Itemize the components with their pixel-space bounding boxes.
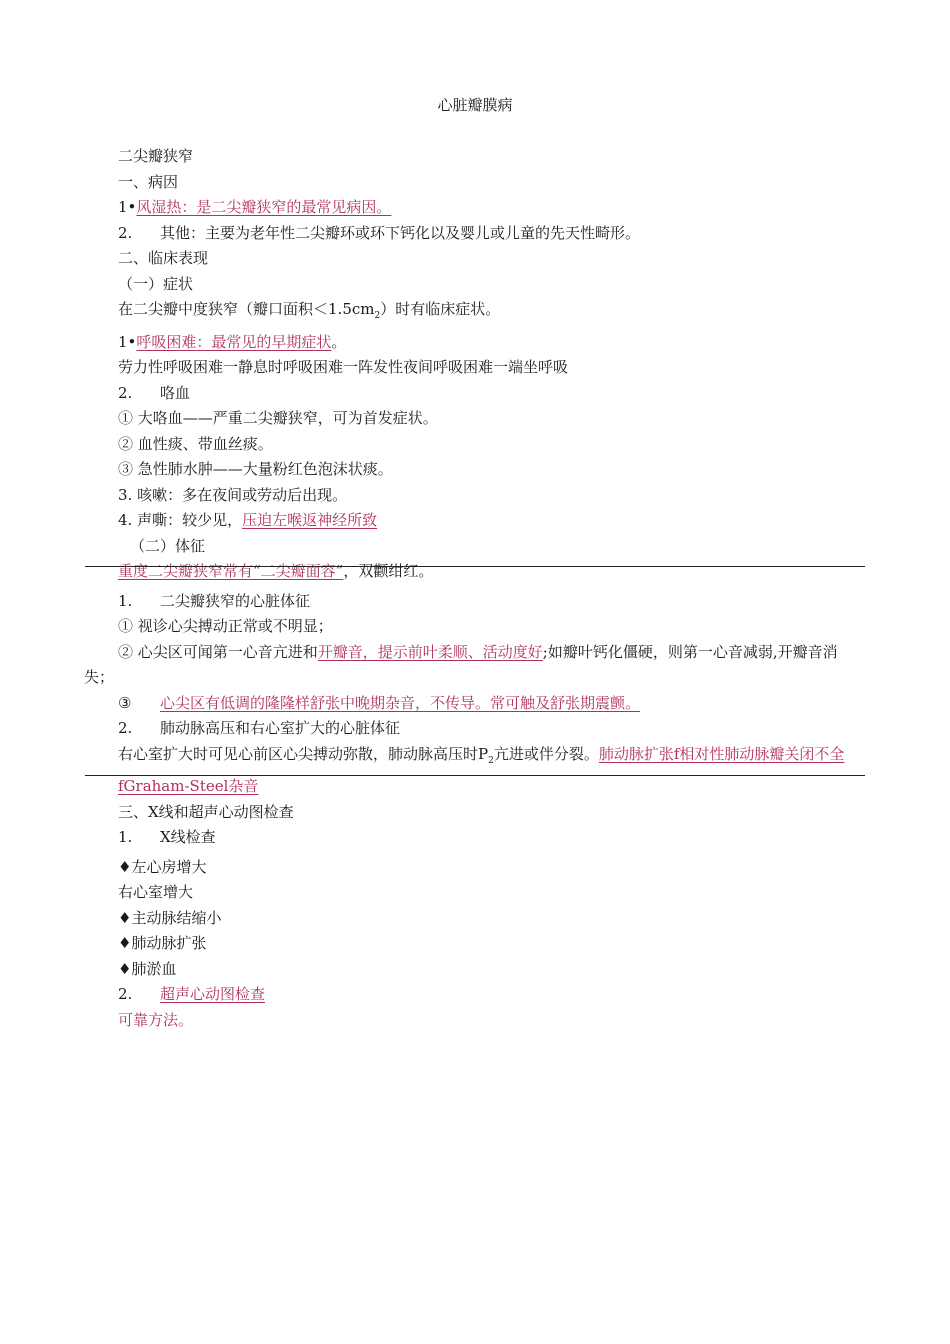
etiology-item-2: 2. 其他：主要为老年性二尖瓣环或环下钙化以及婴儿或儿童的先天性畸形。 [118,223,641,242]
symptom-item-2c: ③ 急性肺水肿——大量粉红色泡沫状痰。 [118,460,393,478]
xray-finding-1: ♦左心房增大 [118,857,207,876]
xray-finding-3: ♦主动脉结缩小 [118,908,222,927]
divider-line [85,775,865,776]
etiology-item-1: 1•风湿热：是二尖瓣狭窄的最常见病因。 [118,198,392,216]
symptoms-intro: 在二尖瓣中度狭窄（瓣口面积$<1.5cm_2$）时有临床症状。 [118,300,501,321]
xray-finding-4: ♦肺动脉扩张 [118,934,207,952]
sign-item-1: 1. 二尖瓣狭窄的心脏体征 [118,591,311,610]
heading-signs: （二）体征 [130,536,206,555]
heading-etiology: 一、病因 [118,172,179,191]
sign-item-1b: ② 心尖区可闻第一心音亢进和开瓣音，提示前叶柔顺、活动度好;如瓣叶钙化僵硬，则第一心音减弱,开瓣音消失； [84,642,838,686]
heading-symptoms: （一）症状 [118,274,194,293]
imaging-note: 可靠方法。 [118,1010,194,1029]
highlight-text: 开瓣音，提示前叶柔顺、活动度好 [317,642,543,661]
highlight-text: 呼吸困难：最常见的早期症状 [136,332,332,351]
symptom-item-2b: ② 血性痰、带血丝痰。 [118,434,273,453]
highlight-text: 超声心动图检查 [160,985,266,1003]
signs-face: 重度二尖瓣狭窄常有“二尖瓣面容”，双颧绀红。 [118,562,434,580]
highlight-text: 重度二尖瓣狭窄常有“二尖瓣面容” [118,562,344,580]
sign-item-2: 2. 肺动脉高压和右心室扩大的心脏体征 [118,719,401,737]
document-body [84,144,858,1033]
symptom-item-2a: ① 大咯血——严重二尖瓣狭窄，可为首发症状。 [118,409,438,427]
sign-item-1c: ③ 心尖区有低调的隆隆样舒张中晚期杂音，不传导。常可触及舒张期震颤。 [118,693,641,712]
xray-finding-5: ♦肺淤血 [118,959,177,978]
section-heading: 二尖瓣狭窄 [118,147,194,165]
imaging-item-1: 1. X线检查 [118,828,216,846]
symptom-item-3: 3. 咳嗽：多在夜间或劳动后出现。 [118,485,348,504]
symptom-item-4: 4. 声嘶：较少见，压迫左喉返神经所致 [118,511,378,529]
xray-finding-2: 右心室增大 [118,883,194,901]
imaging-item-2: 2. 超声心动图检查 [118,985,266,1003]
sign-item-1a: ① 视诊心尖搏动正常或不明显； [118,617,333,635]
symptom-detail: 劳力性呼吸困难一静息时呼吸困难一阵发性夜间呼吸困难一端坐呼吸 [118,358,569,376]
heading-imaging: 三、X线和超声心动图检查 [118,802,294,821]
highlight-text: 风湿热：是二尖瓣狭窄的最常见病因。 [136,198,392,216]
symptom-item-2: 2. 咯血 [118,383,191,402]
highlight-text: 心尖区有低调的隆隆样舒张中晚期杂音，不传导。常可触及舒张期震颤。 [160,693,641,712]
symptom-item-1: 1•呼吸困难：最常见的早期症状。 [118,332,347,351]
divider-line [85,566,865,567]
heading-clinical: 二、临床表现 [118,249,209,267]
page-title: 心脏瓣膜病 [437,96,513,114]
highlight-text: 肺动脉扩张f相对性肺动脉瓣关闭不全fGraham-Steel杂音 [118,744,845,795]
sign-item-2-detail: 右心室扩大时可见心前区心尖搏动弥散，肺动脉高压时$P_2$亢进或伴分裂。肺动脉扩张f相对性肺动脉瓣关闭不全fGraham-Steel杂音 [118,744,845,795]
highlight-text: 压迫左喉返神经所致 [242,511,378,529]
